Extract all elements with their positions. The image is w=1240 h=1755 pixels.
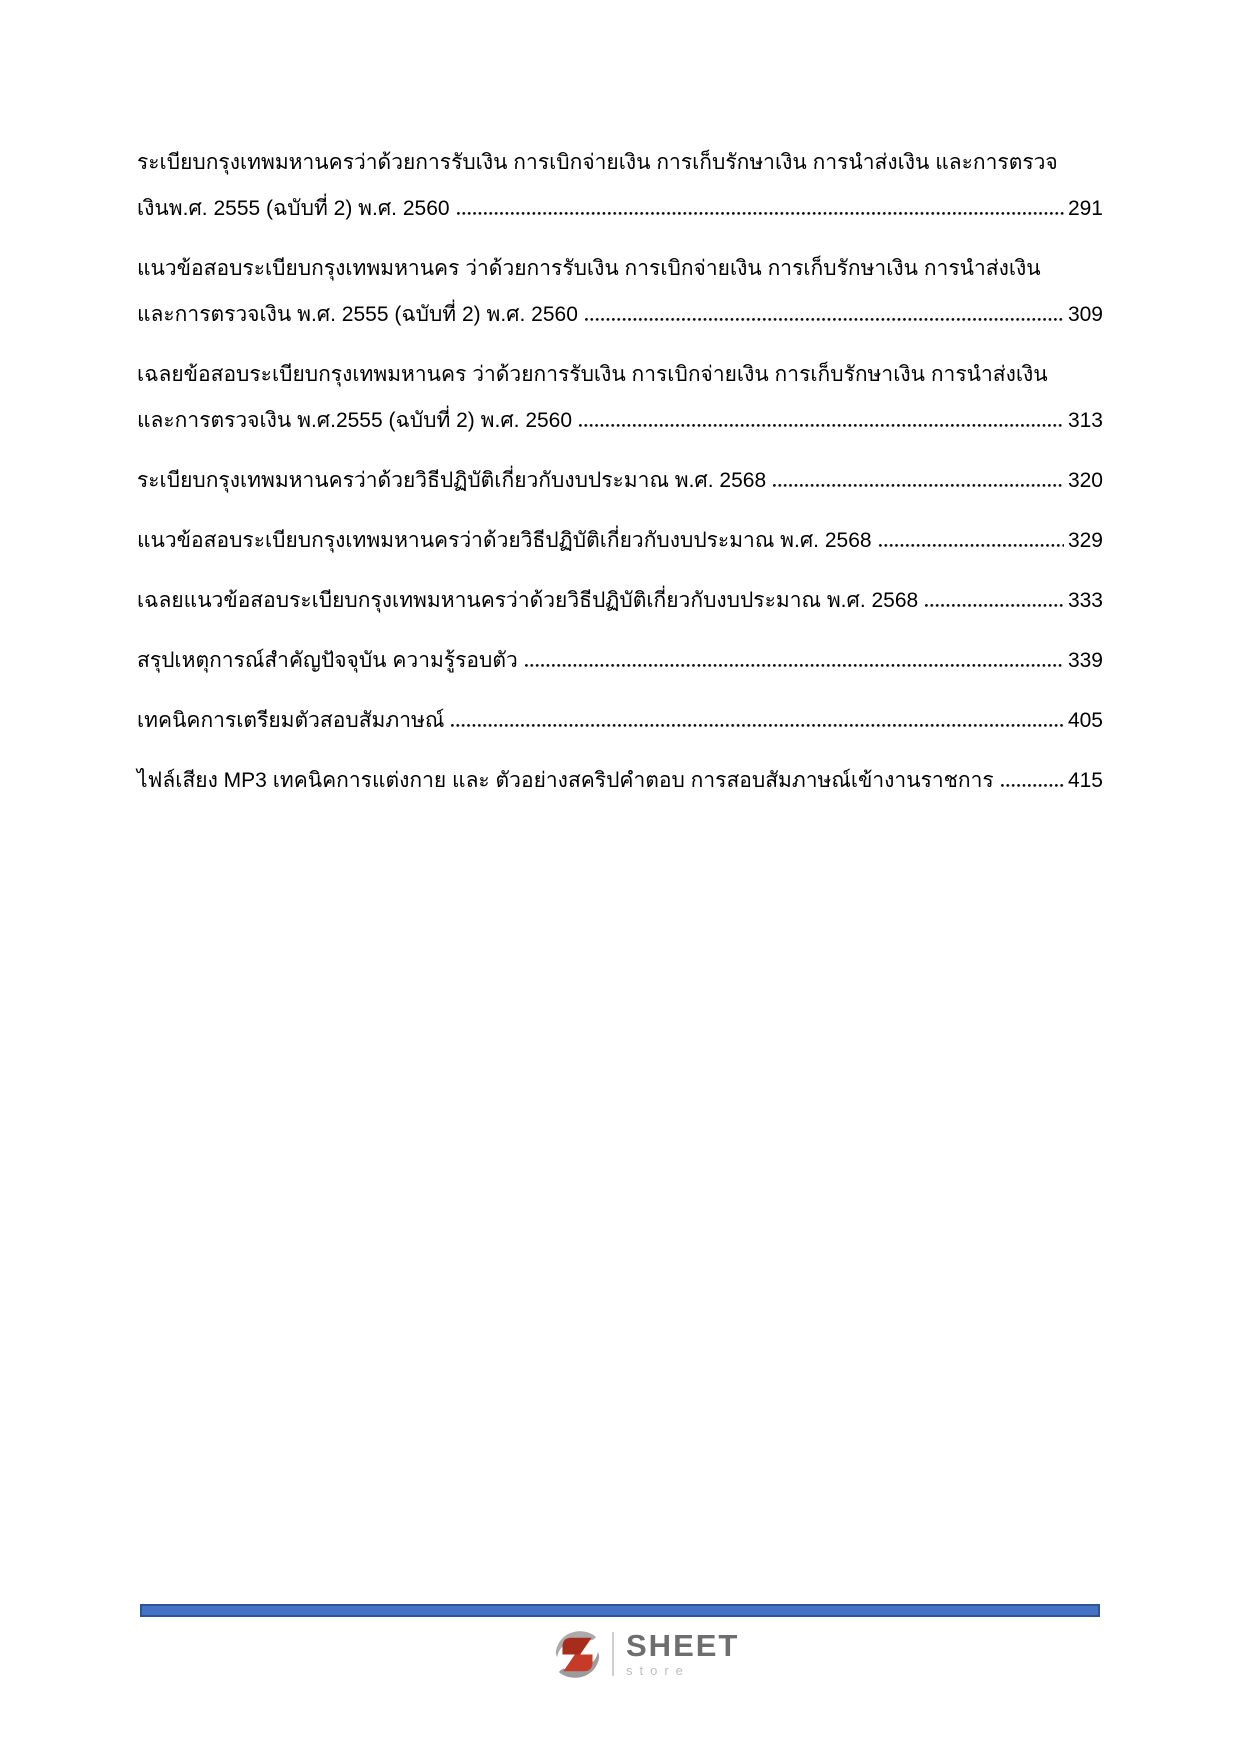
dot-leader — [1001, 783, 1064, 787]
toc-entry-text: แนวข้อสอบระเบียบกรุงเทพมหานครว่าด้วยวิธีปฏิบัติเกี่ยวกับงบประมาณ พ.ศ. 2568 — [137, 529, 872, 552]
toc-entry — [137, 140, 1103, 232]
toc-entry — [137, 758, 1103, 804]
page-number: 313 — [1067, 409, 1103, 432]
toc-line — [137, 758, 1103, 804]
toc-line — [137, 352, 1103, 398]
logo-brand-name: SHEET — [626, 1627, 740, 1663]
sheet-store-s-icon — [551, 1628, 604, 1681]
dot-leader — [925, 603, 1064, 607]
toc-entry — [137, 352, 1103, 444]
toc-line — [137, 398, 1103, 444]
logo-divider-line — [612, 1632, 614, 1676]
dot-leader — [457, 211, 1064, 215]
toc-entry — [137, 578, 1103, 624]
toc-line — [137, 578, 1103, 624]
footer-divider-bar — [140, 1604, 1100, 1617]
toc-entry-text: เฉลยข้อสอบระเบียบกรุงเทพมหานคร ว่าด้วยการรับเงิน การเบิกจ่ายเงิน การเก็บรักษาเงิน การนำส่งเงิน — [137, 363, 1048, 386]
page-number: 339 — [1067, 649, 1103, 672]
dot-leader — [525, 663, 1064, 667]
logo-text — [626, 1627, 740, 1678]
toc-entry-text: เงินพ.ศ. 2555 (ฉบับที่ 2) พ.ศ. 2560 — [137, 197, 450, 220]
toc-line — [137, 186, 1103, 232]
toc-entry-text: และการตรวจเงิน พ.ศ.2555 (ฉบับที่ 2) พ.ศ. 2560 — [137, 409, 573, 432]
dot-leader — [773, 483, 1064, 487]
dot-leader — [579, 423, 1064, 427]
dot-leader — [879, 543, 1064, 547]
toc-line — [137, 140, 1103, 186]
sheet-store-logo — [551, 1627, 739, 1681]
toc-entry-text: สรุปเหตุการณ์สำคัญปัจจุบัน ความรู้รอบตัว — [137, 649, 518, 672]
toc-line — [137, 638, 1103, 684]
toc-line — [137, 458, 1103, 504]
toc-entry-text: และการตรวจเงิน พ.ศ. 2555 (ฉบับที่ 2) พ.ศ. 2560 — [137, 303, 578, 326]
toc-entry — [137, 638, 1103, 684]
page-number: 405 — [1067, 709, 1103, 732]
toc-entry — [137, 458, 1103, 504]
page-number: 415 — [1067, 769, 1103, 792]
toc-entry-text: ไฟล์เสียง MP3 เทคนิคการแต่งกาย และ ตัวอย่างสคริปคำตอบ การสอบสัมภาษณ์เข้างานราชการ — [137, 769, 994, 792]
page-number: 309 — [1067, 303, 1103, 326]
table-of-contents — [137, 140, 1103, 818]
toc-entry — [137, 698, 1103, 744]
dot-leader — [451, 723, 1064, 727]
toc-entry — [137, 518, 1103, 564]
toc-entry-text: เทคนิคการเตรียมตัวสอบสัมภาษณ์ — [137, 709, 445, 732]
page-number: 320 — [1067, 469, 1103, 492]
logo-brand-subtitle: store — [626, 1662, 690, 1678]
toc-entry-text: แนวข้อสอบระเบียบกรุงเทพมหานคร ว่าด้วยการรับเงิน การเบิกจ่ายเงิน การเก็บรักษาเงิน การนำส่งเงิน — [137, 257, 1041, 280]
toc-line — [137, 246, 1103, 292]
toc-entry-text: ระเบียบกรุงเทพมหานครว่าด้วยการรับเงิน การเบิกจ่ายเงิน การเก็บรักษาเงิน การนำส่งเงิน และการตรวจ — [137, 151, 1058, 174]
toc-entry — [137, 246, 1103, 338]
page-number: 333 — [1067, 589, 1103, 612]
page-number: 329 — [1067, 529, 1103, 552]
page-number: 291 — [1067, 197, 1103, 220]
dot-leader — [585, 317, 1064, 321]
toc-line — [137, 518, 1103, 564]
toc-line — [137, 698, 1103, 744]
toc-entry-text: เฉลยแนวข้อสอบระเบียบกรุงเทพมหานครว่าด้วยวิธีปฏิบัติเกี่ยวกับงบประมาณ พ.ศ. 2568 — [137, 589, 919, 612]
toc-line — [137, 292, 1103, 338]
toc-entry-text: ระเบียบกรุงเทพมหานครว่าด้วยวิธีปฏิบัติเกี่ยวกับงบประมาณ พ.ศ. 2568 — [137, 469, 767, 492]
